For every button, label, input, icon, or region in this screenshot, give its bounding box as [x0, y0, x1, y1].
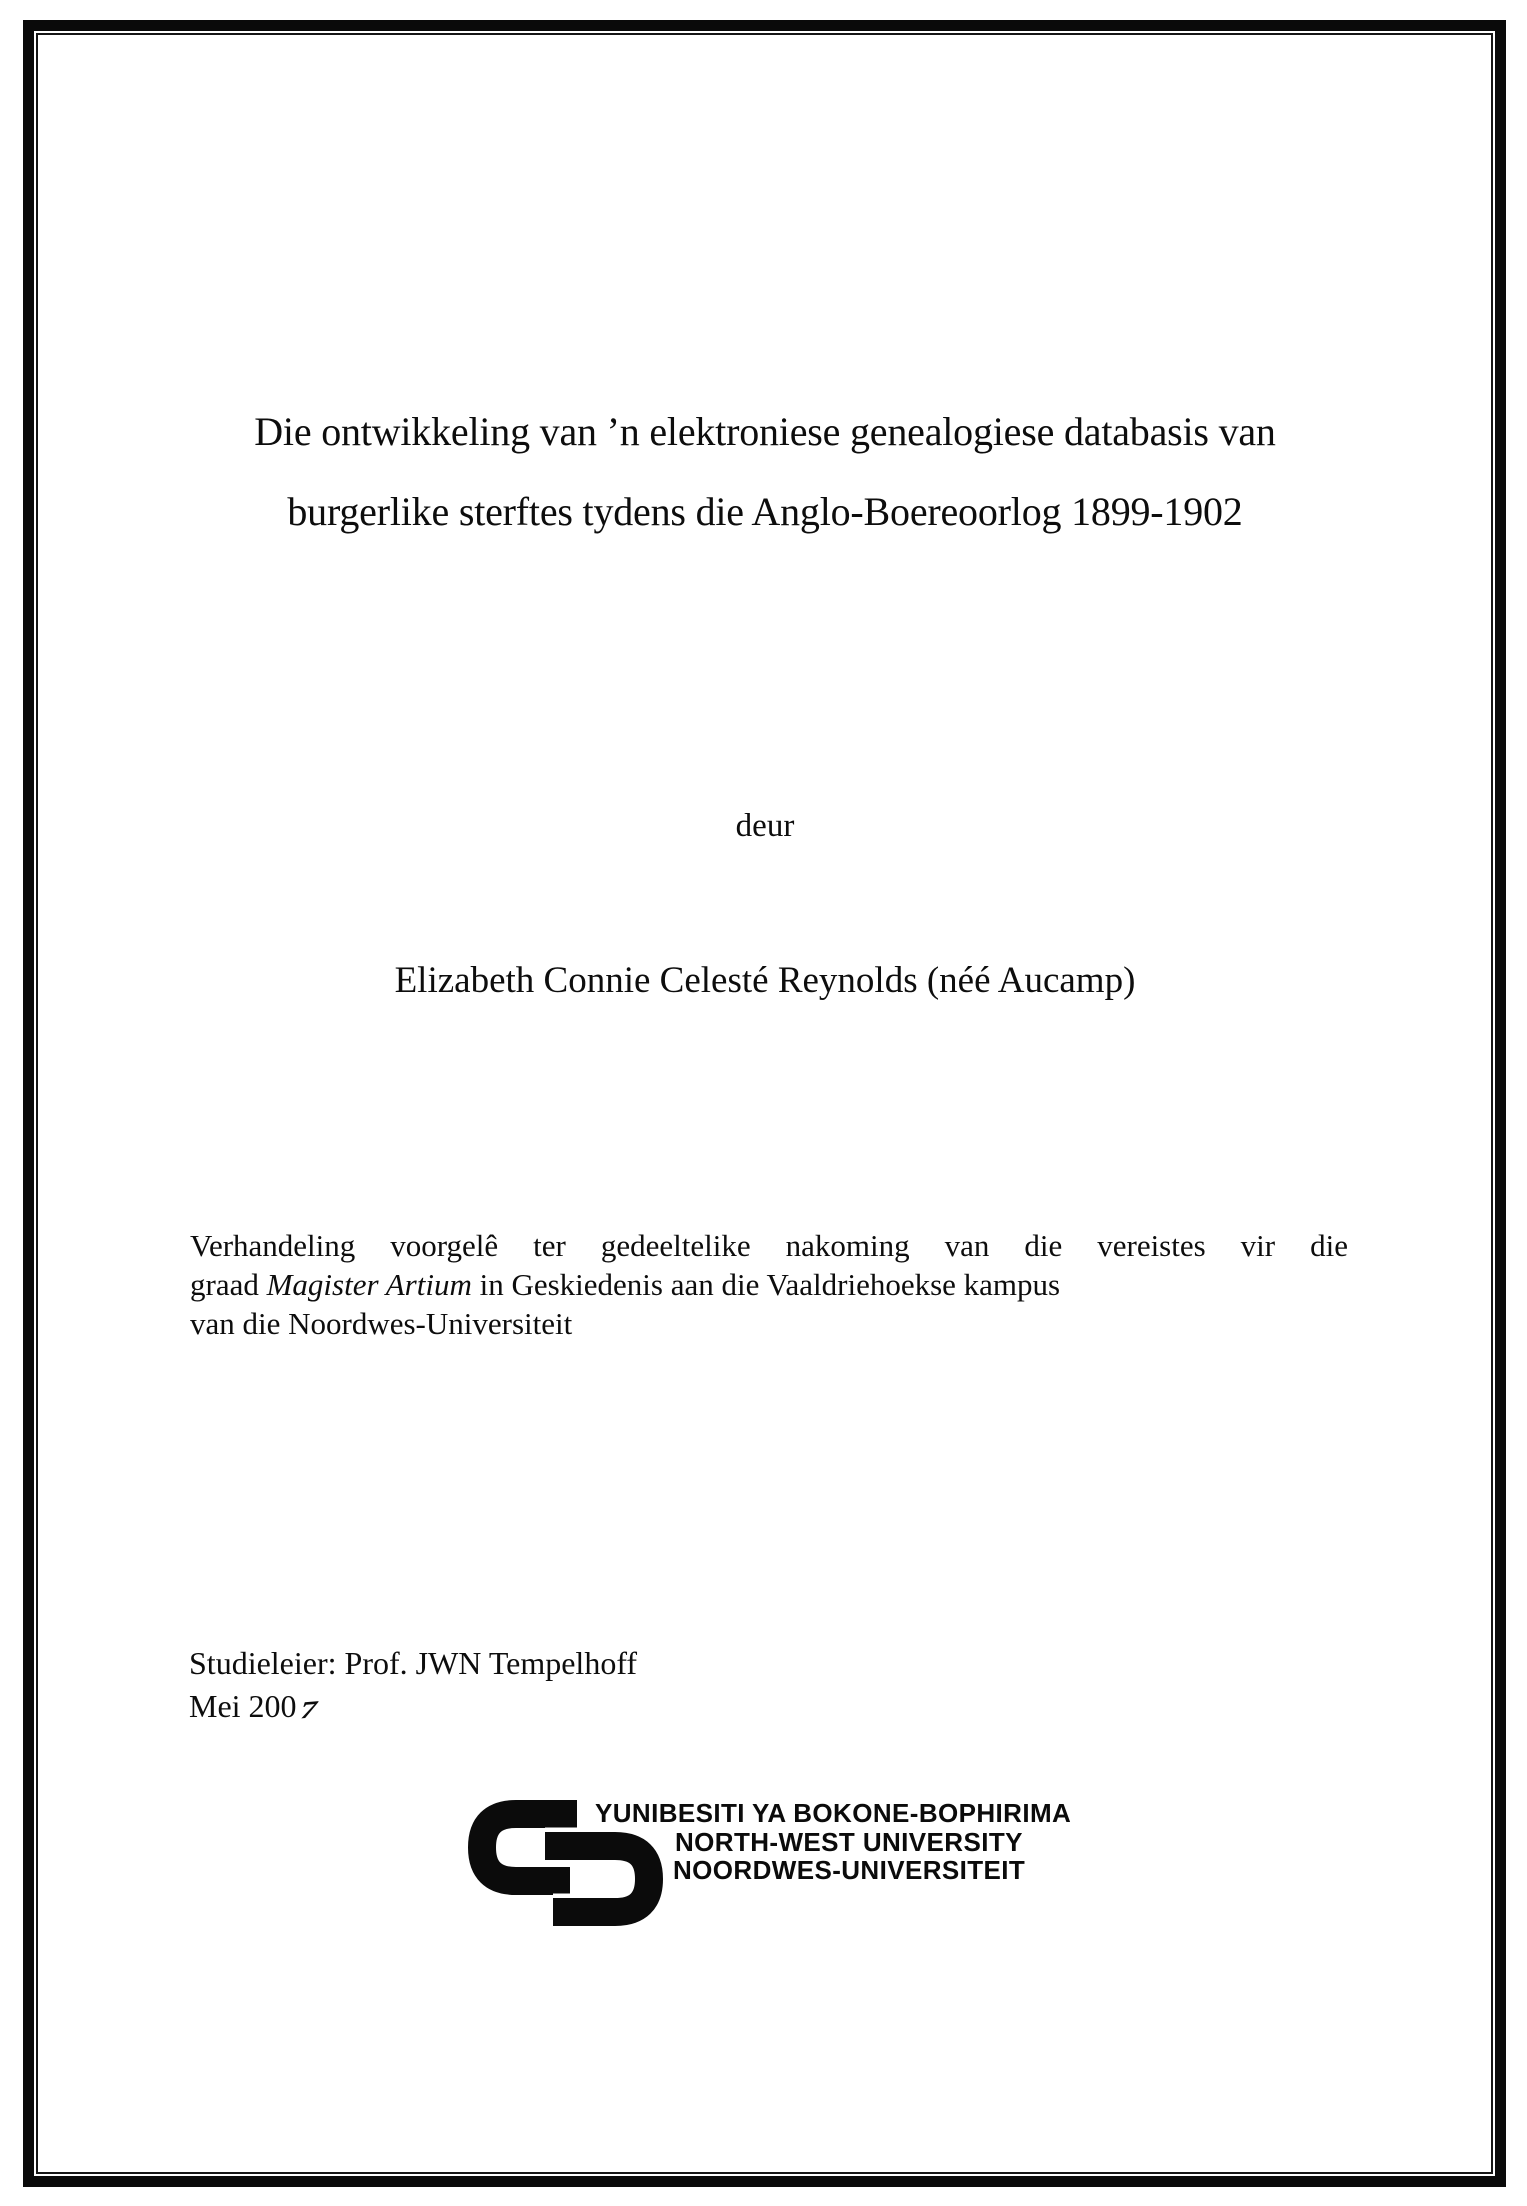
date-line [189, 1685, 637, 1728]
thesis-title-line2: burgerlike sterftes tydens die Anglo-Boereoorlog 1899-1902 [287, 489, 1243, 534]
thesis-title [105, 392, 1425, 552]
supervisor-line: Studieleier: Prof. JWN Tempelhoff [189, 1645, 638, 1681]
degree-statement-line1: Verhandeling voorgelê ter gedeeltelike nakoming van die vereistes vir die [190, 1228, 1348, 1263]
nwu-logo [462, 1795, 1122, 1940]
degree-statement [190, 1226, 1348, 1343]
degree-title-italic: Magister Artium [266, 1267, 472, 1302]
logo-text-setswana: YUNIBESITI YA BOKONE-BOPHIRIMA [595, 1798, 1072, 1828]
date-month-year: Mei 200 [189, 1688, 297, 1724]
thesis-title-line1: Die ontwikkeling van ’n elektroniese genealogiese databasis van [254, 409, 1276, 454]
degree-statement-line2 [190, 1265, 1348, 1304]
date-last-digit: 7 [295, 1694, 321, 1725]
degree-statement-line2-prefix: graad [190, 1267, 267, 1302]
degree-statement-line3: van die Noordwes-Universiteit [190, 1306, 573, 1341]
degree-statement-line2-suffix: in Geskiedenis aan die Vaaldriehoekse kampus [471, 1267, 1061, 1302]
logo-text-english: NORTH-WEST UNIVERSITY [675, 1827, 1023, 1857]
author-name: Elizabeth Connie Celesté Reynolds (néé Aucamp) [394, 960, 1136, 1001]
logo-text-afrikaans: NOORDWES-UNIVERSITEIT [673, 1855, 1026, 1885]
supervisor-block [189, 1642, 637, 1728]
byline-label: deur [735, 808, 795, 844]
